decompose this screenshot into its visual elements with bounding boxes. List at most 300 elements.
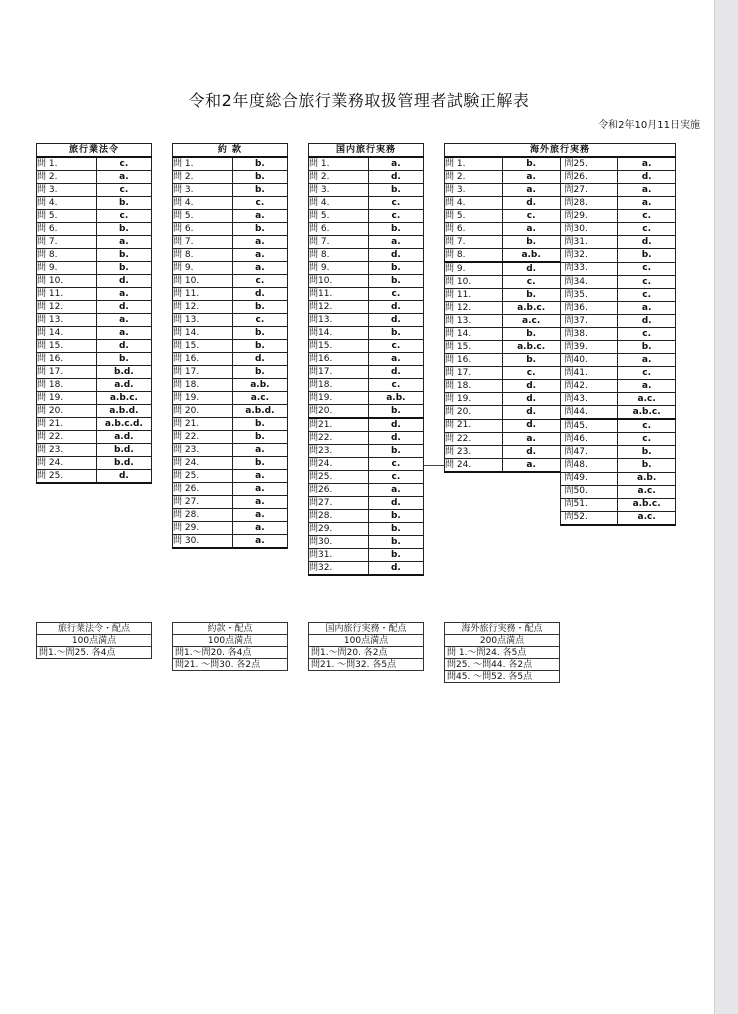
table-row [37,262,152,275]
table-row [309,432,424,445]
question-number: 問 22. [173,431,233,444]
table-row [445,249,676,263]
question-number: 問 2. [445,171,503,184]
table-row [173,535,288,549]
question-number: 問 29. [173,522,233,535]
answer: c. [502,367,560,380]
table-row [173,157,288,171]
answer: a.c. [232,392,287,405]
answer: d. [96,301,151,314]
answer: a. [368,236,423,249]
table-row [309,157,424,171]
answer: b. [368,275,423,288]
answer: a. [618,157,676,171]
answer: c. [232,275,287,288]
answer: a.d. [96,379,151,392]
question-number: 問 20. [445,406,503,420]
question-number: 問 16. [445,354,503,367]
table-row [445,367,676,380]
answer: b. [502,236,560,249]
table-row [445,511,676,525]
question-number: 問 12. [445,302,503,315]
answer: b. [368,523,423,536]
table-row [445,157,676,171]
question-number: 問 10. [37,275,97,288]
question-number: 問 3. [37,184,97,197]
table-row [309,327,424,340]
table-row [309,392,424,405]
points-overseas [444,622,560,683]
table-row [37,457,152,470]
table-row [173,418,288,431]
table-row [173,457,288,470]
table-row [309,523,424,536]
question-number: 問 26. [173,483,233,496]
question-number: 問10. [309,275,369,288]
table-row [309,353,424,366]
table-row [309,562,424,576]
answer: a.b. [368,392,423,405]
points-row: 問1.～問20. 各2点 [309,647,424,659]
question-number: 問 15. [37,340,97,353]
question-number: 問 3. [309,184,369,197]
table-row [173,236,288,249]
question-number: 問 16. [173,353,233,366]
answer: a.b.d. [232,405,287,418]
table-row [173,340,288,353]
table-row [173,444,288,457]
table-row [445,184,676,197]
question-number: 問49. [560,472,618,485]
points-row: 問25. ～問44. 各2点 [445,659,560,671]
question-number: 問 22. [445,433,503,446]
table-row [37,444,152,457]
answer: a. [368,484,423,497]
points-title: 旅行業法令・配点 [37,623,152,635]
answer: b. [96,223,151,236]
question-number: 問 24. [37,457,97,470]
answer: d. [502,406,560,420]
question-number: 問47. [560,446,618,459]
answer: b. [368,184,423,197]
answer: a.c. [618,485,676,498]
answer: b. [232,171,287,184]
answer: a. [232,483,287,496]
answer: b. [618,446,676,459]
table-row [309,445,424,458]
table-travel-law [36,143,152,484]
question-number: 問14. [309,327,369,340]
answer: b. [232,431,287,444]
empty-cell [445,498,503,511]
answer: b. [368,510,423,523]
question-number: 問 13. [445,315,503,328]
points-row: 問1.～問20. 各4点 [173,647,288,659]
question-number: 問 23. [173,444,233,457]
question-number: 問20. [309,405,369,419]
answer: b. [96,197,151,210]
points-row: 問21. ～問32. 各5点 [309,659,424,671]
question-number: 問21. [309,418,369,432]
answer: c. [618,419,676,433]
question-number: 問11. [309,288,369,301]
question-number: 問31. [560,236,618,249]
question-number: 問13. [309,314,369,327]
points-row: 問 1.～問24. 各5点 [445,647,560,659]
question-number: 問 2. [37,171,97,184]
question-number: 問36. [560,302,618,315]
table-row [309,197,424,210]
table-row [445,393,676,406]
answer: b.d. [96,366,151,379]
table-row [445,380,676,393]
empty-cell [445,511,503,525]
question-number: 問44. [560,406,618,420]
answer: b. [502,157,560,171]
table-row [309,418,424,432]
answer: d. [232,288,287,301]
question-number: 問 7. [445,236,503,249]
answer: b. [368,223,423,236]
question-number: 問43. [560,393,618,406]
question-number: 問 14. [37,327,97,340]
table-row [173,470,288,483]
answer: a. [232,509,287,522]
question-number: 問 5. [309,210,369,223]
points-title: 海外旅行実務・配点 [445,623,560,635]
answer: d. [368,171,423,184]
question-number: 問 20. [173,405,233,418]
answer: d. [368,418,423,432]
row-guide-line [424,465,444,466]
table-row [445,223,676,236]
answer: a. [368,157,423,171]
answer: d. [618,236,676,249]
answer: b. [368,405,423,419]
table-row [309,223,424,236]
empty-cell [502,511,560,525]
question-number: 問 13. [173,314,233,327]
answer: d. [618,315,676,328]
table-row [37,405,152,418]
question-number: 問27. [309,497,369,510]
question-number: 問 25. [37,470,97,484]
table-row [173,314,288,327]
table-row [445,419,676,433]
answer: b. [96,249,151,262]
table-row [309,458,424,471]
question-number: 問 8. [37,249,97,262]
question-number: 問 3. [445,184,503,197]
answer: c. [368,340,423,353]
table-row [445,171,676,184]
answer: a. [368,353,423,366]
question-number: 問26. [560,171,618,184]
question-number: 問 8. [173,249,233,262]
table-row [37,275,152,288]
question-number: 問38. [560,328,618,341]
table-row [37,379,152,392]
answer: c. [232,197,287,210]
table-row [445,406,676,420]
table-row [173,223,288,236]
table-row [37,171,152,184]
table-row [173,184,288,197]
table-row [445,210,676,223]
table-row [37,431,152,444]
question-number: 問30. [560,223,618,236]
table-row [173,431,288,444]
table-row [173,171,288,184]
question-number: 問48. [560,459,618,473]
question-number: 問45. [560,419,618,433]
answer: a. [502,459,560,473]
question-number: 問37. [560,315,618,328]
answer: a.c. [618,511,676,525]
answer: b.d. [96,444,151,457]
question-number: 問 8. [309,249,369,262]
question-number: 問 20. [37,405,97,418]
exam-date: 令和2年10月11日実施 [598,120,700,131]
points-full: 100点満点 [37,635,152,647]
table-row [37,353,152,366]
table-row [173,210,288,223]
empty-cell [445,472,503,485]
answer: b. [96,262,151,275]
question-number: 問16. [309,353,369,366]
answer: a. [96,327,151,340]
table-row [309,236,424,249]
table-row [173,522,288,535]
answer: a.b. [232,379,287,392]
answer: a. [502,184,560,197]
question-number: 問 5. [37,210,97,223]
question-number: 問 21. [173,418,233,431]
question-number: 問 7. [173,236,233,249]
answer: a. [618,302,676,315]
table-row [445,276,676,289]
question-number: 問 14. [445,328,503,341]
answer: a. [232,522,287,535]
question-number: 問 15. [173,340,233,353]
table-row [37,392,152,405]
answer: a.b.c.d. [96,418,151,431]
question-number: 問 28. [173,509,233,522]
answer: a. [232,535,287,549]
answer: c. [618,289,676,302]
answer: b. [502,354,560,367]
table-row [309,510,424,523]
table-row [445,262,676,276]
points-row: 問45. ～問52. 各5点 [445,671,560,683]
empty-cell [502,485,560,498]
answer: b. [232,223,287,236]
question-number: 問 3. [173,184,233,197]
question-number: 問46. [560,433,618,446]
question-number: 問 17. [37,366,97,379]
question-number: 問39. [560,341,618,354]
table-row [309,497,424,510]
answer: c. [96,210,151,223]
table-row [445,289,676,302]
table-row [37,223,152,236]
table-row [309,210,424,223]
question-number: 問 1. [37,157,97,171]
question-number: 問 24. [173,457,233,470]
answer: a. [232,236,287,249]
answer: d. [96,340,151,353]
empty-cell [445,485,503,498]
answer: b. [502,328,560,341]
question-number: 問 22. [37,431,97,444]
question-number: 問 17. [173,366,233,379]
question-number: 問 30. [173,535,233,549]
header-overseas: 海外旅行実務 [445,144,676,158]
answer: a.b. [502,249,560,263]
question-number: 問 9. [445,262,503,276]
points-terms [172,622,288,671]
answer: c. [368,197,423,210]
answer: c. [618,328,676,341]
viewer-background [715,0,738,1014]
answer: a. [96,236,151,249]
table-row [37,418,152,431]
answer: b. [618,341,676,354]
answer: c. [232,314,287,327]
answer: a.b.c. [618,498,676,511]
question-number: 問 19. [37,392,97,405]
answer: d. [368,432,423,445]
answer: d. [368,301,423,314]
answer: a.b.c. [502,302,560,315]
question-number: 問 11. [445,289,503,302]
answer: a. [618,380,676,393]
answer: a. [618,197,676,210]
question-number: 問 19. [445,393,503,406]
table-row [37,327,152,340]
question-number: 問 21. [37,418,97,431]
table-row [309,366,424,379]
table-row [309,275,424,288]
question-number: 問40. [560,354,618,367]
answer: b. [502,289,560,302]
question-number: 問24. [309,458,369,471]
table-row [173,496,288,509]
table-overseas [444,143,676,526]
answer: a.c. [502,315,560,328]
answer: d. [502,380,560,393]
table-row [173,275,288,288]
question-number: 問 4. [173,197,233,210]
question-number: 問 1. [173,157,233,171]
answer: c. [96,157,151,171]
table-row [309,379,424,392]
table-row [173,353,288,366]
answer: d. [368,314,423,327]
table-row [309,288,424,301]
answer: b. [232,157,287,171]
answer: a. [96,314,151,327]
table-domestic [308,143,424,576]
answer: a. [618,184,676,197]
question-number: 問 6. [173,223,233,236]
points-full: 200点満点 [445,635,560,647]
answer: a. [232,496,287,509]
table-row [173,366,288,379]
answer: c. [618,210,676,223]
question-number: 問32. [560,249,618,263]
table-row [445,485,676,498]
table-row [37,197,152,210]
table-row [445,236,676,249]
table-row [309,314,424,327]
table-row [445,459,676,473]
table-row [309,262,424,275]
table-row [309,536,424,549]
header-terms: 約 款 [173,144,288,158]
answer: b. [368,327,423,340]
table-row [37,366,152,379]
answer: d. [618,171,676,184]
table-row [445,498,676,511]
table-row [37,249,152,262]
answer: d. [502,419,560,433]
question-number: 問22. [309,432,369,445]
answer: a.d. [96,431,151,444]
question-number: 問 7. [37,236,97,249]
table-row [309,405,424,419]
question-number: 問 18. [445,380,503,393]
table-row [309,340,424,353]
question-number: 問51. [560,498,618,511]
question-number: 問26. [309,484,369,497]
answer: b. [368,262,423,275]
answer: d. [96,275,151,288]
question-number: 問 6. [309,223,369,236]
points-title: 国内旅行実務・配点 [309,623,424,635]
question-number: 問 2. [309,171,369,184]
question-number: 問 5. [173,210,233,223]
answer: d. [502,262,560,276]
table-terms [172,143,288,549]
answer: c. [618,433,676,446]
answer: d. [502,446,560,459]
table-row [37,210,152,223]
question-number: 問12. [309,301,369,314]
answer: d. [232,353,287,366]
question-number: 問 27. [173,496,233,509]
question-number: 問42. [560,380,618,393]
table-row [37,288,152,301]
table-row [309,171,424,184]
answer: b. [232,327,287,340]
answer: b. [618,459,676,473]
answer: a.b. [618,472,676,485]
table-row [173,262,288,275]
table-row [309,484,424,497]
table-row [445,328,676,341]
question-number: 問27. [560,184,618,197]
table-row [173,301,288,314]
table-row [173,327,288,340]
points-row: 問1.～問25. 各4点 [37,647,152,659]
answer: a.b.c. [618,406,676,420]
answer: a. [232,262,287,275]
empty-cell [502,498,560,511]
table-row [309,301,424,314]
question-number: 問30. [309,536,369,549]
question-number: 問17. [309,366,369,379]
